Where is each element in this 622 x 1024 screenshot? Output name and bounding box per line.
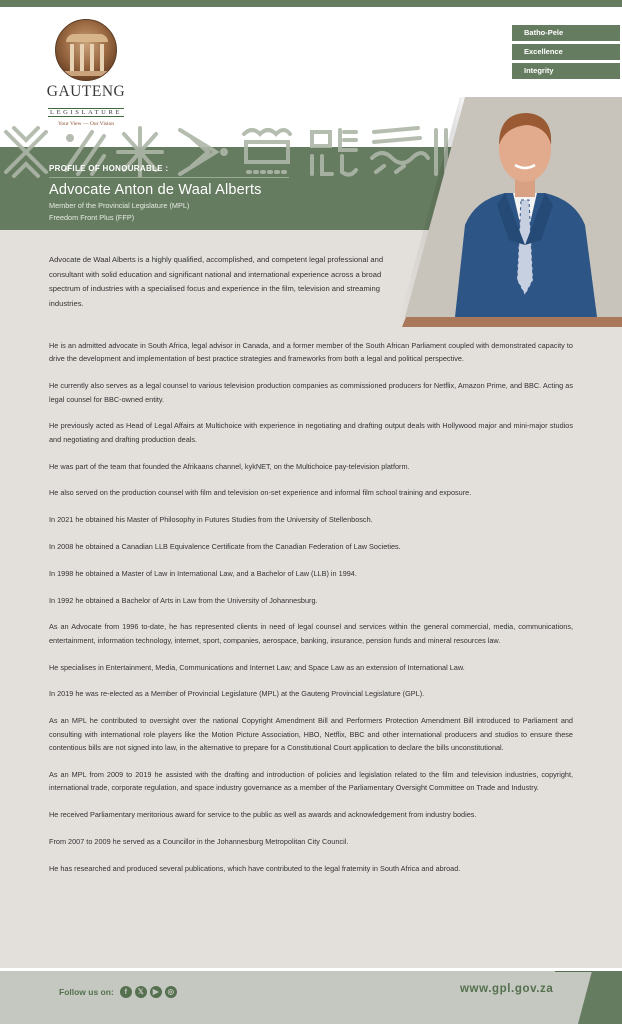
bio-paragraph: In 2019 he was re-elected as a Member of Provincial Legislature (MPL) at the Gauteng Provincial Legislature (GPL). xyxy=(49,689,425,699)
accent-brown-bar xyxy=(402,317,622,327)
bio-paragraph: In 1998 he obtained a Master of Law in International Law, and a Bachelor of Law (LLB) in 1994. xyxy=(49,568,357,578)
value-tag-batho-pele: Batho-Pele xyxy=(512,25,620,41)
bio-paragraph: In 2021 he obtained his Master of Philosophy in Futures Studies from the University of Stellenbosch. xyxy=(49,515,373,525)
social-links xyxy=(59,986,177,998)
profile-label: PROFILE OF HONOURABLE : xyxy=(49,164,289,178)
youtube-icon[interactable]: ▶ xyxy=(150,986,162,998)
footer-accent-stripe xyxy=(578,971,622,1024)
biography-body xyxy=(49,339,573,888)
x-twitter-icon[interactable]: 𝕏 xyxy=(135,986,147,998)
profile-role: Member of the Provincial Legislature (MPL) xyxy=(49,201,190,210)
value-tag-excellence: Excellence xyxy=(512,44,620,60)
bio-paragraph: He specialises in Entertainment, Media, Communications and Internet Law; and Space Law as an extension of International Law. xyxy=(49,662,465,672)
bio-paragraph: He also served on the production counsel with film and television on-set experience and informal film school training and exposure. xyxy=(49,488,472,498)
top-accent-bar xyxy=(0,0,622,7)
value-tag-integrity: Integrity xyxy=(512,63,620,79)
follow-label: Follow us on: xyxy=(59,987,114,997)
bio-paragraph: As an MPL from 2009 to 2019 he assisted with the drafting and introduction of policies and legislation related to the film and television industries, copyright, international trade, corporate regulation, and space industry governance as a member of the Parliamentary Oversight Committee on Trade and Industry. xyxy=(49,769,573,793)
bio-paragraph: In 2008 he obtained a Canadian LLB Equivalence Certificate from the Canadian Federation of Law Societies. xyxy=(49,542,401,551)
bio-paragraph: He received Parliamentary meritorious award for service to the public as well as awards and acknowledgement from industry bodies. xyxy=(49,810,477,819)
legislature-building-seal xyxy=(55,19,117,81)
profile-party: Freedom Front Plus (FFP) xyxy=(49,213,135,222)
bio-paragraph: He currently also serves as a legal counsel to various television production companies as commissioned producers for Netflix, Amazon Prime, and BBC. Acting as legal counsel for BBC-owned entity. xyxy=(49,381,573,404)
logo-tagline: Your View — Our Vision xyxy=(57,121,115,127)
bio-paragraph: He previously acted as Head of Legal Affairs at Multichoice with experience in negotiating and drafting output deals with Hollywood major and mini-major studios and negotiating and drafting production deals. xyxy=(49,421,573,444)
portrait-illustration xyxy=(435,105,615,317)
values-list xyxy=(512,25,620,82)
profile-name: Advocate Anton de Waal Alberts xyxy=(49,182,262,198)
gauteng-legislature-logo[interactable] xyxy=(46,19,126,127)
bio-paragraph: As an MPL he contributed to oversight over the national Copyright Amendment Bill and Performers Protection Amendment Bill introduced to Parliament and consulting with international role players like the Motion Picture Association, HBO, Netflix, BBC and other international producers and studios to ensure these contentious bills are not signed into law, in the alternative to prepare for a Constitutional Court application to declare the bills unconstitutional. xyxy=(49,716,573,752)
bio-paragraph: He has researched and produced several publications, which have contributed to the legal fraternity in South Africa and abroad. xyxy=(49,863,461,873)
bio-paragraph: From 2007 to 2009 he served as a Councillor in the Johannesburg Metropolitan City Council. xyxy=(49,836,349,846)
website-link[interactable]: www.gpl.gov.za xyxy=(460,983,554,995)
logo-name: GAUTENG xyxy=(46,83,126,100)
instagram-icon[interactable]: ◎ xyxy=(165,986,177,998)
logo-subtitle: LEGISLATURE xyxy=(50,109,122,116)
bio-paragraph: In 1992 he obtained a Bachelor of Arts in Law from the University of Johannesburg. xyxy=(49,595,318,605)
bio-paragraph: He is an admitted advocate in South Africa, legal advisor in Canada, and a former member of the South African Parliament coupled with demonstrated capacity to drive the development and implementation of best practice strategies and frameworks from both a legal and political perspective. xyxy=(49,341,573,364)
bio-paragraph: As an Advocate from 1996 to-date, he has represented clients in need of legal counsel and services within the general commercial, media, communications, entertainment, information technology, internet, sport, companies, aerospace, banking, insurance, pension funds and mineral resources law. xyxy=(49,622,573,645)
bio-paragraph: He was part of the team that founded the Afrikaans channel, kykNET, on the Multichoice pay-television platform. xyxy=(49,461,410,471)
profile-heading xyxy=(49,164,289,222)
profile-photo xyxy=(405,97,622,317)
footer xyxy=(0,971,622,1024)
facebook-icon[interactable]: f xyxy=(120,986,132,998)
intro-paragraph: Advocate de Waal Alberts is a highly qualified, accomplished, and competent legal professional and consultant with solid education and significant national and international experience across a broad spectrum of industries with a specialised focus and experience in the film, television and streaming industries. xyxy=(49,255,384,308)
